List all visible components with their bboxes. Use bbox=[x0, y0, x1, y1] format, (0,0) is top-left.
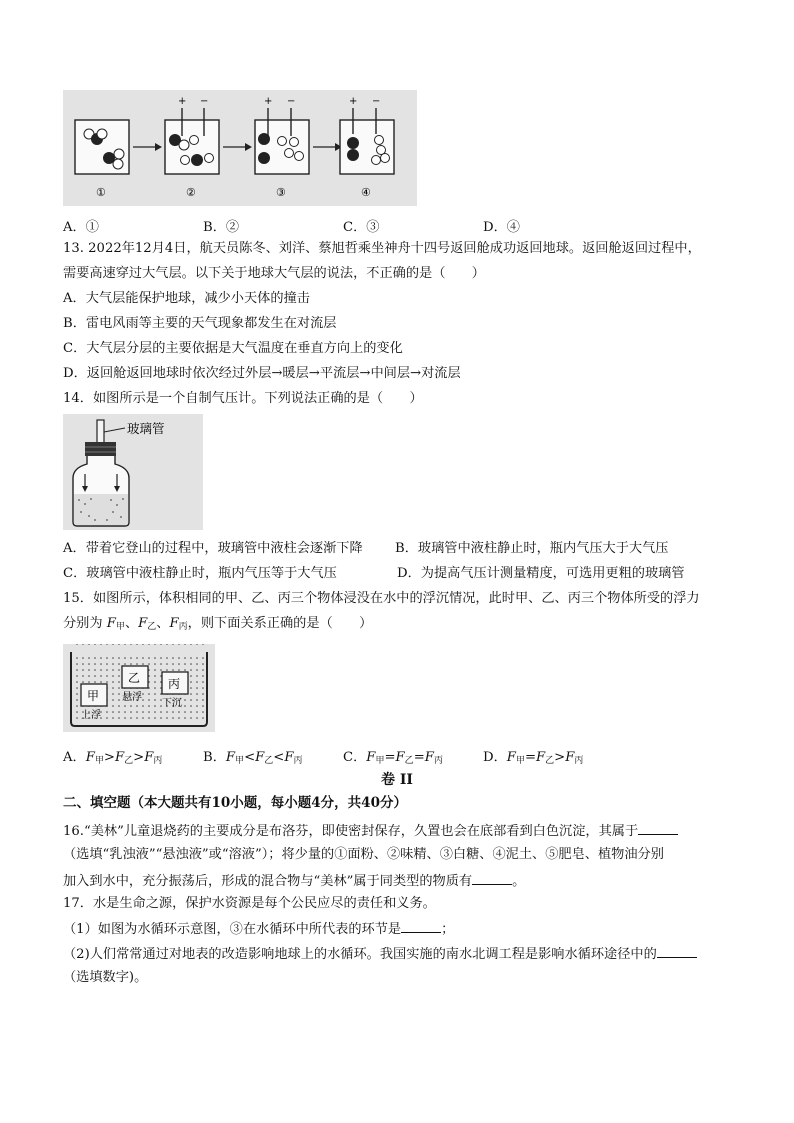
q16-line1-text: 16.“美林”儿童退烧药的主要成分是布洛芬，即使密封保存，久置也会在底部看到白色沉淀，其属于 bbox=[63, 824, 639, 839]
block-jia-label: 甲 bbox=[87, 689, 100, 703]
q12-option-c: C．③ bbox=[343, 220, 380, 235]
q13-option-a: A．大气层能保护地球，减少小天体的撞击 bbox=[63, 291, 310, 306]
q17-line2: （1）如图为水循环示意图，③在水循环中所代表的环节是 ； bbox=[63, 922, 455, 937]
cathode-sign: − bbox=[287, 96, 296, 107]
figure-label-4: ④ bbox=[361, 186, 371, 199]
q17-blank-1[interactable] bbox=[401, 920, 441, 933]
block-yi-label: 乙 bbox=[128, 671, 141, 685]
glass-tube-label: 玻璃管 bbox=[127, 421, 165, 436]
q13-option-b: B．雷电风雨等主要的天气现象都发生在对流层 bbox=[63, 316, 337, 331]
cathode-sign: − bbox=[372, 96, 381, 107]
barometer-figure bbox=[63, 414, 203, 530]
q15-option-c: C．$F_甲=F_乙=F_丙$ bbox=[343, 750, 443, 766]
block-bing-state: 下沉 bbox=[162, 698, 182, 709]
q17-line1: 17．水是生命之源，保护水资源是每个公民应尽的责任和义务。 bbox=[63, 896, 436, 911]
q15-stem-line2: 分别为 $F_甲$、$F_乙$、$F_丙$，则下面关系正确的是（ ） bbox=[63, 616, 373, 632]
q12-option-b: B．② bbox=[203, 220, 240, 235]
block-bing-label: 丙 bbox=[168, 677, 181, 691]
figure-label-2: ② bbox=[186, 186, 196, 199]
block-jia-state: 上浮 bbox=[81, 710, 101, 721]
cathode-sign: − bbox=[200, 96, 209, 107]
force-symbol: F bbox=[106, 616, 116, 631]
force-sub-yi: 乙 bbox=[147, 622, 157, 632]
q13-option-d: D．返回舱返回地球时依次经过外层→暖层→平流层→中间层→对流层 bbox=[63, 366, 461, 381]
anode-sign: + bbox=[349, 96, 358, 107]
q16-line3-text: 加入到水中，充分振荡后，形成的混合物与“美林”属于同类型的物质有 bbox=[63, 874, 473, 889]
q12-option-d: D．④ bbox=[483, 220, 520, 235]
figure-label-1: ① bbox=[96, 186, 106, 199]
q17-line3 bbox=[63, 945, 697, 963]
q15-stem-line1: 15．如图所示，体积相同的甲、乙、丙三个物体浸没在水中的浮沉情况，此时甲、乙、丙三个物体所受的浮力 bbox=[63, 591, 700, 606]
force-sub-bing: 丙 bbox=[178, 622, 188, 632]
q14-option-b: B．玻璃管中液柱静止时，瓶内气压大于大气压 bbox=[395, 541, 669, 556]
q16-line1 bbox=[63, 822, 678, 840]
buoyancy-figure bbox=[63, 644, 215, 732]
force-sub-jia: 甲 bbox=[115, 622, 125, 632]
force-symbol: F bbox=[169, 616, 179, 631]
q15-option-b: B．$F_甲<F_乙<F_丙$ bbox=[203, 750, 303, 766]
q16-blank-1[interactable] bbox=[638, 822, 678, 835]
q14-option-d: D．为提高气压计测量精度，可选用更粗的玻璃管 bbox=[397, 566, 685, 581]
q17-blank-2[interactable] bbox=[657, 945, 697, 958]
figure-label-3: ③ bbox=[276, 186, 286, 199]
q12-option-a: A．① bbox=[63, 220, 99, 235]
q15-stem-pre: 分别为 bbox=[63, 616, 103, 631]
q13-option-c: C．大气层分层的主要依据是大气温度在垂直方向上的变化 bbox=[63, 341, 403, 356]
block-yi-state: 悬浮 bbox=[122, 692, 142, 703]
q16-line2: （选填“乳浊液”“悬浊液”或“溶液”）；将少量的①面粉、②味精、③白糖、④泥土、⑤肥皂、植物油分别 bbox=[63, 847, 664, 862]
q16-line3: 加入到水中，充分振荡后，形成的混合物与“美林”属于同类型的物质有 。 bbox=[63, 874, 526, 889]
q13-stem-line1: 13. 2022年12月4日，航天员陈冬、刘洋、蔡旭哲乘坐神舟十四号返回舱成功返回地球。返回舱返回过程中， bbox=[63, 241, 701, 256]
q14-option-a: A．带着它登山的过程中，玻璃管中液柱会逐渐下降 bbox=[63, 541, 363, 556]
q15-stem-post: ，则下面关系正确的是（ ） bbox=[187, 616, 373, 631]
volume-title: 卷 II bbox=[381, 772, 413, 788]
q17-line2-text: （1）如图为水循环示意图，③在水循环中所代表的环节是 bbox=[63, 922, 402, 937]
q15-option-d: D．$F_甲=F_乙>F_丙$ bbox=[483, 750, 584, 766]
anode-sign: + bbox=[178, 96, 187, 107]
q13-stem-line2: 需要高速穿过大气层。以下关于地球大气层的说法，不正确的是（ ） bbox=[63, 266, 485, 281]
electrolysis-figure bbox=[63, 90, 417, 206]
q15-option-a: A．$F_甲>F_乙>F_丙$ bbox=[63, 750, 163, 766]
section-heading: 二、填空题（本大题共有10小题，每小题4分，共40分） bbox=[63, 795, 407, 811]
q14-stem: 14．如图所示是一个自制气压计。下列说法正确的是（ ） bbox=[63, 391, 423, 406]
q14-option-c: C．玻璃管中液柱静止时，瓶内气压等于大气压 bbox=[63, 566, 337, 581]
force-symbol: F bbox=[138, 616, 148, 631]
q16-blank-2[interactable] bbox=[472, 872, 512, 885]
q17-line4: （选填数字)。 bbox=[63, 970, 148, 985]
q17-line3-text: （2)人们常常通过对地表的改造影响地球上的水循环。我国实施的南水北调工程是影响水循环途径中的 bbox=[63, 947, 657, 962]
anode-sign: + bbox=[264, 96, 273, 107]
